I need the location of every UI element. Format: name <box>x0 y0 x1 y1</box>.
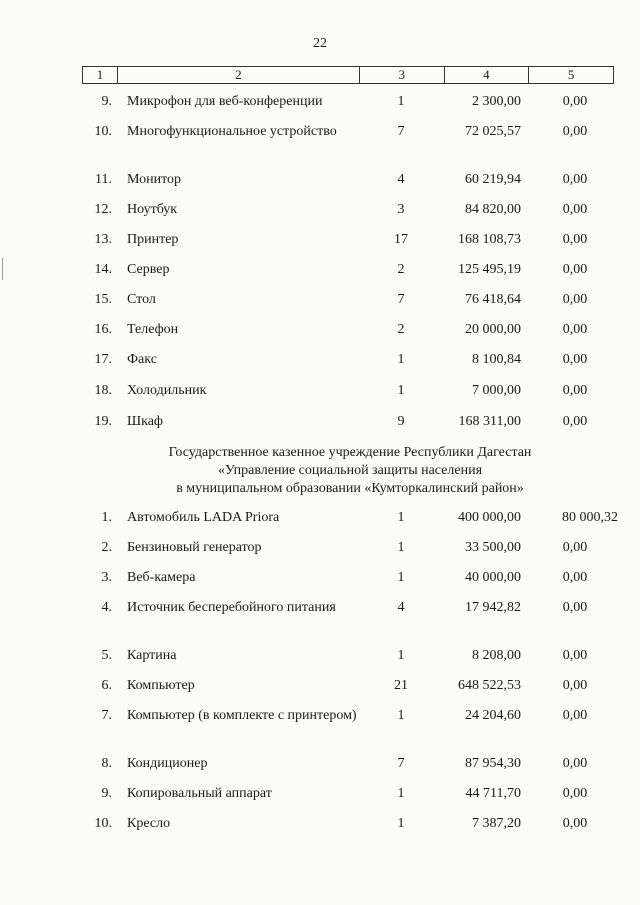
item-name: Ноутбук <box>127 202 178 217</box>
column-header-1: 1 <box>83 67 118 84</box>
item-cost: 168 311,00 <box>458 414 521 429</box>
row-number: 5. <box>101 648 112 663</box>
item-cost: 60 219,94 <box>465 172 521 187</box>
item-quantity: 1 <box>397 708 405 723</box>
row-number: 12. <box>94 202 112 217</box>
column-header-5: 5 <box>529 67 614 84</box>
item-cost: 24 204,60 <box>465 708 521 723</box>
item-quantity: 2 <box>397 262 405 277</box>
row-number: 15. <box>94 292 112 307</box>
item-quantity: 7 <box>397 124 405 139</box>
item-cost: 168 108,73 <box>458 232 521 247</box>
item-name: Многофункциональное устройство <box>127 124 337 139</box>
item-residual-value: 0,00 <box>562 383 588 398</box>
table-column-header <box>82 66 614 84</box>
item-quantity: 1 <box>397 352 405 367</box>
item-residual-value: 80 000,32 <box>562 510 618 525</box>
item-name: Копировальный аппарат <box>127 786 272 801</box>
item-cost: 17 942,82 <box>465 600 521 615</box>
row-number: 11. <box>95 172 112 187</box>
item-name: Картина <box>127 648 177 663</box>
item-residual-value: 0,00 <box>562 352 588 367</box>
item-residual-value: 0,00 <box>562 232 588 247</box>
row-number: 2. <box>101 540 112 555</box>
section-heading-line-2: «Управление социальной защиты населения <box>217 463 483 478</box>
row-number: 17. <box>94 352 112 367</box>
item-name: Источник бесперебойного питания <box>127 600 336 615</box>
item-cost: 7 387,20 <box>472 816 521 831</box>
item-name: Бензиновый генератор <box>127 540 262 555</box>
row-number: 3. <box>101 570 112 585</box>
item-quantity: 21 <box>394 678 408 693</box>
row-number: 14. <box>94 262 112 277</box>
item-name: Кресло <box>127 816 171 831</box>
row-number: 6. <box>101 678 112 693</box>
item-cost: 87 954,30 <box>465 756 521 771</box>
item-name: Шкаф <box>127 414 163 429</box>
item-cost: 125 495,19 <box>458 262 521 277</box>
item-cost: 84 820,00 <box>465 202 521 217</box>
item-name: Холодильник <box>127 383 207 398</box>
item-name: Автомобиль LADA Priora <box>127 510 280 525</box>
item-quantity: 1 <box>397 510 405 525</box>
item-cost: 8 100,84 <box>472 352 521 367</box>
item-name: Компьютер (в комплекте с принтером) <box>127 708 357 723</box>
item-residual-value: 0,00 <box>562 540 588 555</box>
scan-artifact-line <box>2 258 3 280</box>
row-number: 1. <box>101 510 112 525</box>
item-cost: 40 000,00 <box>465 570 521 585</box>
item-cost: 76 418,64 <box>465 292 521 307</box>
item-quantity: 7 <box>397 292 405 307</box>
item-name: Компьютер <box>127 678 195 693</box>
item-cost: 44 711,70 <box>465 786 521 801</box>
item-cost: 20 000,00 <box>465 322 521 337</box>
item-residual-value: 0,00 <box>562 648 588 663</box>
item-cost: 72 025,57 <box>465 124 521 139</box>
row-number: 9. <box>101 94 112 109</box>
row-number: 8. <box>101 756 112 771</box>
item-residual-value: 0,00 <box>562 600 588 615</box>
column-header-3: 3 <box>359 67 444 84</box>
item-residual-value: 0,00 <box>562 786 588 801</box>
item-quantity: 1 <box>397 94 405 109</box>
item-name: Сервер <box>127 262 170 277</box>
item-quantity: 1 <box>397 648 405 663</box>
item-name: Принтер <box>127 232 179 247</box>
item-name: Стол <box>127 292 156 307</box>
item-quantity: 1 <box>397 786 405 801</box>
item-cost: 648 522,53 <box>458 678 521 693</box>
item-quantity: 17 <box>394 232 408 247</box>
row-number: 4. <box>101 600 112 615</box>
item-residual-value: 0,00 <box>562 414 588 429</box>
item-residual-value: 0,00 <box>562 124 588 139</box>
row-number: 19. <box>94 414 112 429</box>
row-number: 7. <box>101 708 112 723</box>
column-header-4: 4 <box>444 67 529 84</box>
page-number: 22 <box>313 36 327 51</box>
section-heading <box>60 444 640 498</box>
row-number: 9. <box>101 786 112 801</box>
item-quantity: 1 <box>397 540 405 555</box>
item-quantity: 4 <box>397 600 405 615</box>
row-number: 13. <box>94 232 112 247</box>
item-quantity: 3 <box>397 202 405 217</box>
row-number: 16. <box>94 322 112 337</box>
item-quantity: 1 <box>397 383 405 398</box>
item-name: Кондиционер <box>127 756 208 771</box>
row-number: 18. <box>94 383 112 398</box>
item-residual-value: 0,00 <box>562 322 588 337</box>
item-residual-value: 0,00 <box>562 94 588 109</box>
item-name: Веб-камера <box>127 570 196 585</box>
item-residual-value: 0,00 <box>562 678 588 693</box>
item-residual-value: 0,00 <box>562 292 588 307</box>
item-residual-value: 0,00 <box>562 570 588 585</box>
item-name: Монитор <box>127 172 182 187</box>
item-name: Телефон <box>127 322 179 337</box>
row-number: 10. <box>94 816 112 831</box>
item-residual-value: 0,00 <box>562 172 588 187</box>
item-quantity: 2 <box>397 322 405 337</box>
item-residual-value: 0,00 <box>562 756 588 771</box>
item-name: Факс <box>127 352 157 367</box>
item-cost: 400 000,00 <box>458 510 521 525</box>
item-quantity: 1 <box>397 570 405 585</box>
column-header-2: 2 <box>117 67 359 84</box>
item-quantity: 7 <box>397 756 405 771</box>
item-cost: 8 208,00 <box>472 648 521 663</box>
item-name: Микрофон для веб-конференции <box>127 94 323 109</box>
item-quantity: 4 <box>397 172 405 187</box>
row-number: 10. <box>94 124 112 139</box>
item-cost: 33 500,00 <box>465 540 521 555</box>
item-residual-value: 0,00 <box>562 262 588 277</box>
section-heading-line-3: в муниципальном образовании «Кумторкалинский район» <box>176 481 524 496</box>
item-residual-value: 0,00 <box>562 202 588 217</box>
item-residual-value: 0,00 <box>562 708 588 723</box>
item-residual-value: 0,00 <box>562 816 588 831</box>
item-quantity: 9 <box>397 414 405 429</box>
item-quantity: 1 <box>397 816 405 831</box>
section-heading-line-1: Государственное казенное учреждение Республики Дагестан <box>168 445 532 460</box>
item-cost: 7 000,00 <box>472 383 521 398</box>
item-cost: 2 300,00 <box>472 94 521 109</box>
